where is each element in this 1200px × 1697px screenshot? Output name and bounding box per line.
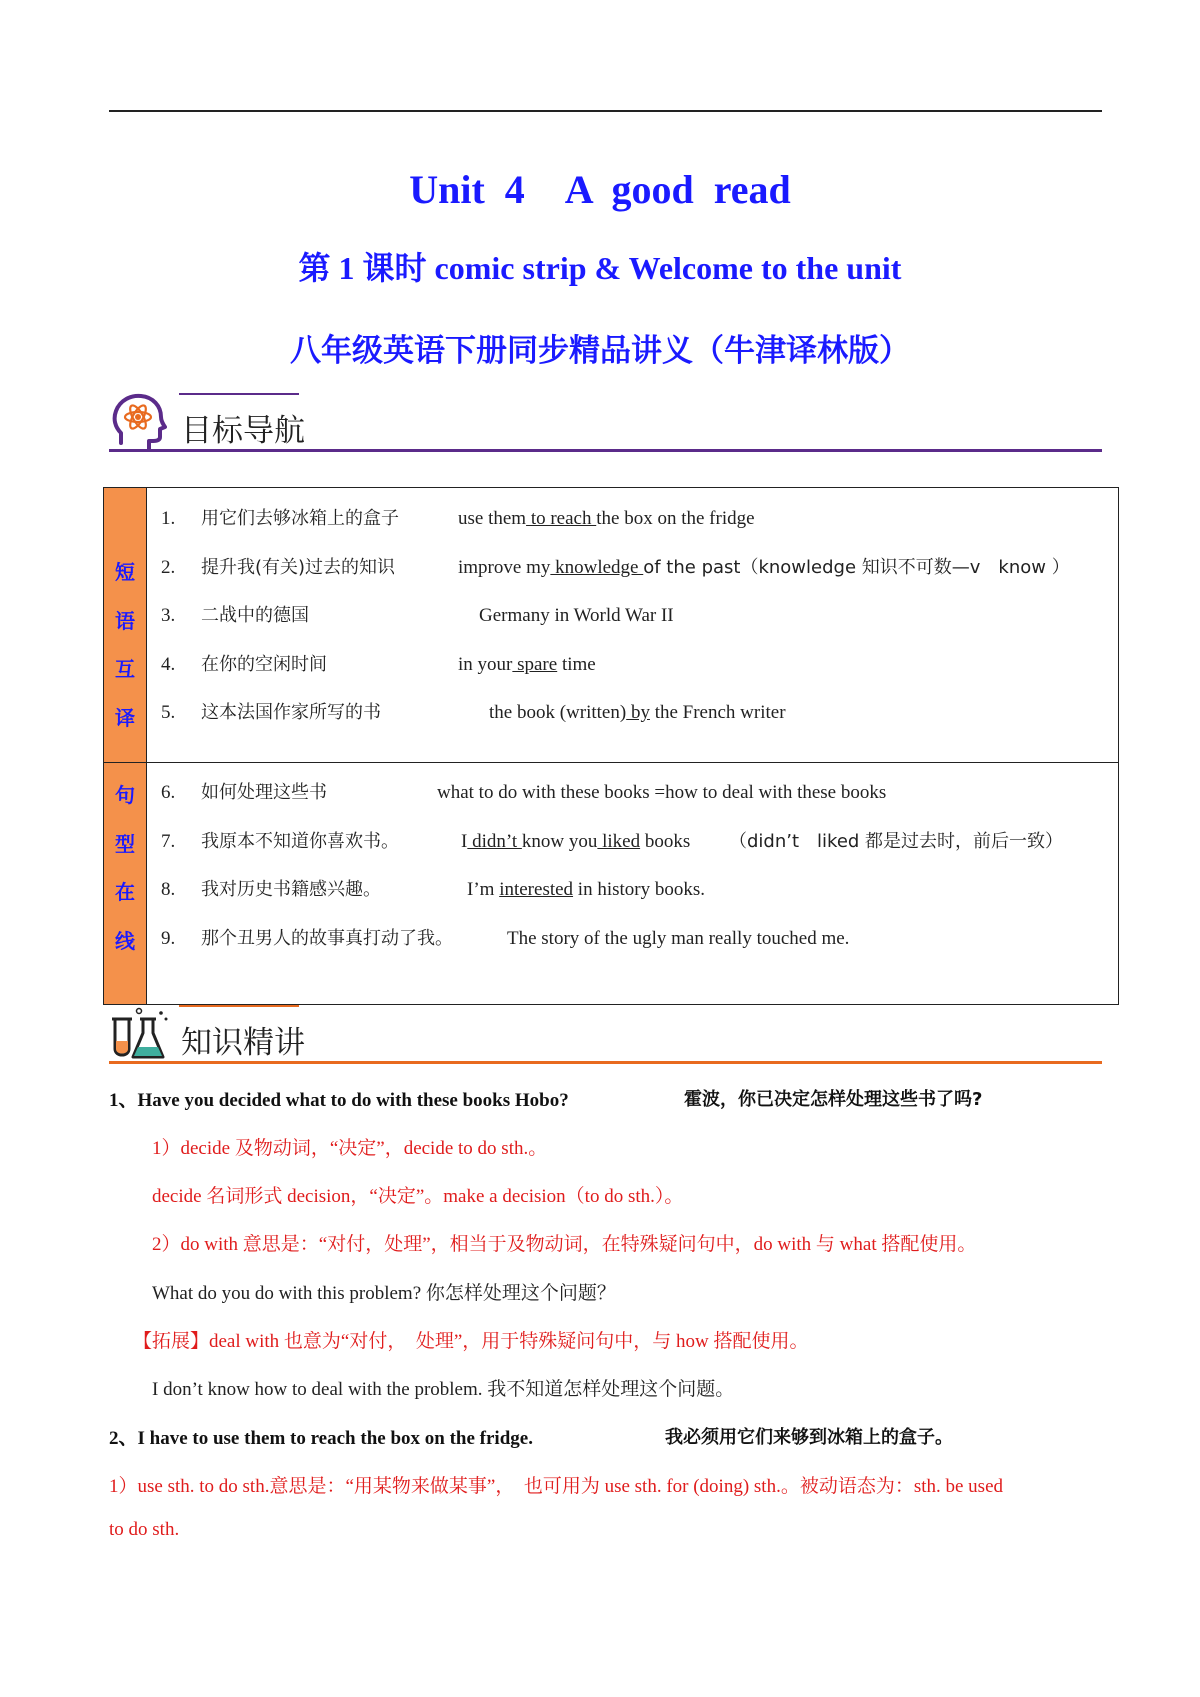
list-item — [147, 818, 1118, 867]
list-item — [147, 689, 1118, 738]
item-english: use them to reach the box on the fridge — [458, 508, 755, 529]
item-number: 8. — [161, 879, 176, 900]
knowledge-section-header — [109, 1005, 1102, 1065]
item-number: 4. — [161, 653, 176, 675]
item-number: 7. — [161, 830, 176, 852]
extension-deal-with: 【拓展】deal with 也意为“对付， 处理”，用于特殊疑问句中，与 how 搭配使用。 — [133, 1331, 809, 1352]
lab-flask-icon — [111, 1005, 171, 1065]
item-chinese: 用它们去够冰箱上的盒子 — [201, 508, 399, 529]
list-item — [147, 544, 1118, 593]
note-use-sth-cont: to do sth. — [109, 1519, 180, 1540]
item-number: 1. — [161, 508, 176, 529]
knowledge-section-label: 知识精讲 — [181, 1025, 305, 1061]
nav-section-header — [109, 393, 1102, 453]
question-1-chinese: 霍波，你已决定怎样处理这些书了吗? — [684, 1089, 983, 1110]
note-use-sth: 1）use sth. to do sth.意思是：“用某物来做某事”， 也可用为 use sth. for (doing) sth.。被动语态为：sth. be used — [109, 1476, 1004, 1497]
sentence-list — [147, 763, 1119, 1005]
item-chinese: 我原本不知道你喜欢书。 — [201, 830, 399, 852]
item-number: 9. — [161, 927, 176, 949]
phrase-list — [147, 488, 1119, 763]
item-chinese: 这本法国作家所写的书 — [201, 702, 381, 723]
note-decide-noun: decide 名词形式 decision，“决定”。make a decision（to do sth.）。 — [152, 1186, 684, 1207]
item-number: 3. — [161, 605, 176, 626]
list-item — [147, 769, 1118, 818]
item-number: 6. — [161, 782, 176, 803]
list-item — [147, 915, 1118, 964]
table-row — [104, 763, 1119, 1005]
item-chinese: 二战中的德国 — [201, 605, 309, 626]
item-number: 2. — [161, 556, 176, 578]
item-english: improve my knowledge of the past（knowledge 知识不可数—v know ） — [458, 556, 1070, 578]
header-underline — [109, 1061, 1102, 1064]
item-english: in your spare time — [458, 653, 596, 675]
side-label-sentences — [104, 763, 147, 1005]
list-item — [147, 866, 1118, 915]
item-english: Germany in World War II — [479, 605, 674, 626]
nav-section-label: 目标导航 — [181, 413, 305, 449]
unit-title: Unit 4 A good read — [409, 167, 791, 212]
list-item — [147, 641, 1118, 690]
header-underline — [109, 449, 1102, 452]
side-char: 线 — [115, 928, 135, 953]
brain-atom-icon — [111, 393, 171, 453]
item-english: The story of the ugly man really touched me. — [507, 927, 850, 949]
lesson-subtitle: 第 1 课时 comic strip & Welcome to the unit — [298, 250, 902, 286]
note-decide-verb: 1）decide 及物动词，“决定”，decide to do sth.。 — [152, 1138, 548, 1159]
header-accent-line — [179, 393, 299, 395]
item-chinese: 提升我(有关)过去的知识 — [201, 556, 396, 578]
item-number: 5. — [161, 702, 176, 723]
item-english: I’m interested in history books. — [467, 879, 705, 900]
example-do-with: What do you do with this problem? 你怎样处理这个问题？ — [152, 1283, 616, 1304]
note-do-with: 2）do with 意思是：“对付，处理”，相当于及物动词，在特殊疑问句中，do with 与 what 搭配使用。 — [152, 1234, 977, 1255]
list-item — [147, 592, 1118, 641]
example-deal-with: I don’t know how to deal with the problem. 我不知道怎样处理这个问题。 — [152, 1379, 735, 1400]
question-2 — [109, 1423, 1109, 1450]
item-english: what to do with these books =how to deal with these books — [437, 782, 887, 803]
side-char: 短 — [115, 560, 135, 584]
question-1-english: 1、Have you decided what to do with these books Hobo? — [109, 1090, 569, 1111]
item-chinese: 我对历史书籍感兴趣。 — [201, 879, 381, 900]
course-title: 八年级英语下册同步精品讲义（牛津译林版） — [290, 333, 910, 369]
side-char: 在 — [115, 880, 135, 904]
list-item — [147, 495, 1118, 544]
item-chinese: 如何处理这些书 — [201, 782, 327, 803]
side-char: 语 — [115, 608, 135, 633]
top-rule — [109, 110, 1102, 112]
item-chinese: 在你的空闲时间 — [201, 653, 327, 675]
item-english: the book (written) by the French writer — [489, 702, 786, 723]
side-char: 型 — [115, 831, 135, 856]
header-accent-line — [179, 1005, 299, 1007]
table-row — [104, 488, 1119, 763]
side-char: 互 — [115, 657, 135, 681]
question-2-english: 2、I have to use them to reach the box on the fridge. — [109, 1428, 533, 1449]
side-char: 句 — [115, 783, 135, 807]
side-char: 译 — [115, 705, 135, 730]
phrase-sentence-table — [103, 487, 1119, 1005]
side-label-phrases — [104, 488, 147, 763]
item-english: I didn’t know you liked books — [461, 830, 691, 852]
item-chinese: 那个丑男人的故事真打动了我。 — [201, 927, 453, 949]
item-note: （didn’t liked 都是过去时，前后一致） — [729, 830, 1064, 852]
question-2-chinese: 我必须用它们来够到冰箱上的盒子。 — [665, 1427, 953, 1448]
question-1 — [109, 1085, 1109, 1112]
